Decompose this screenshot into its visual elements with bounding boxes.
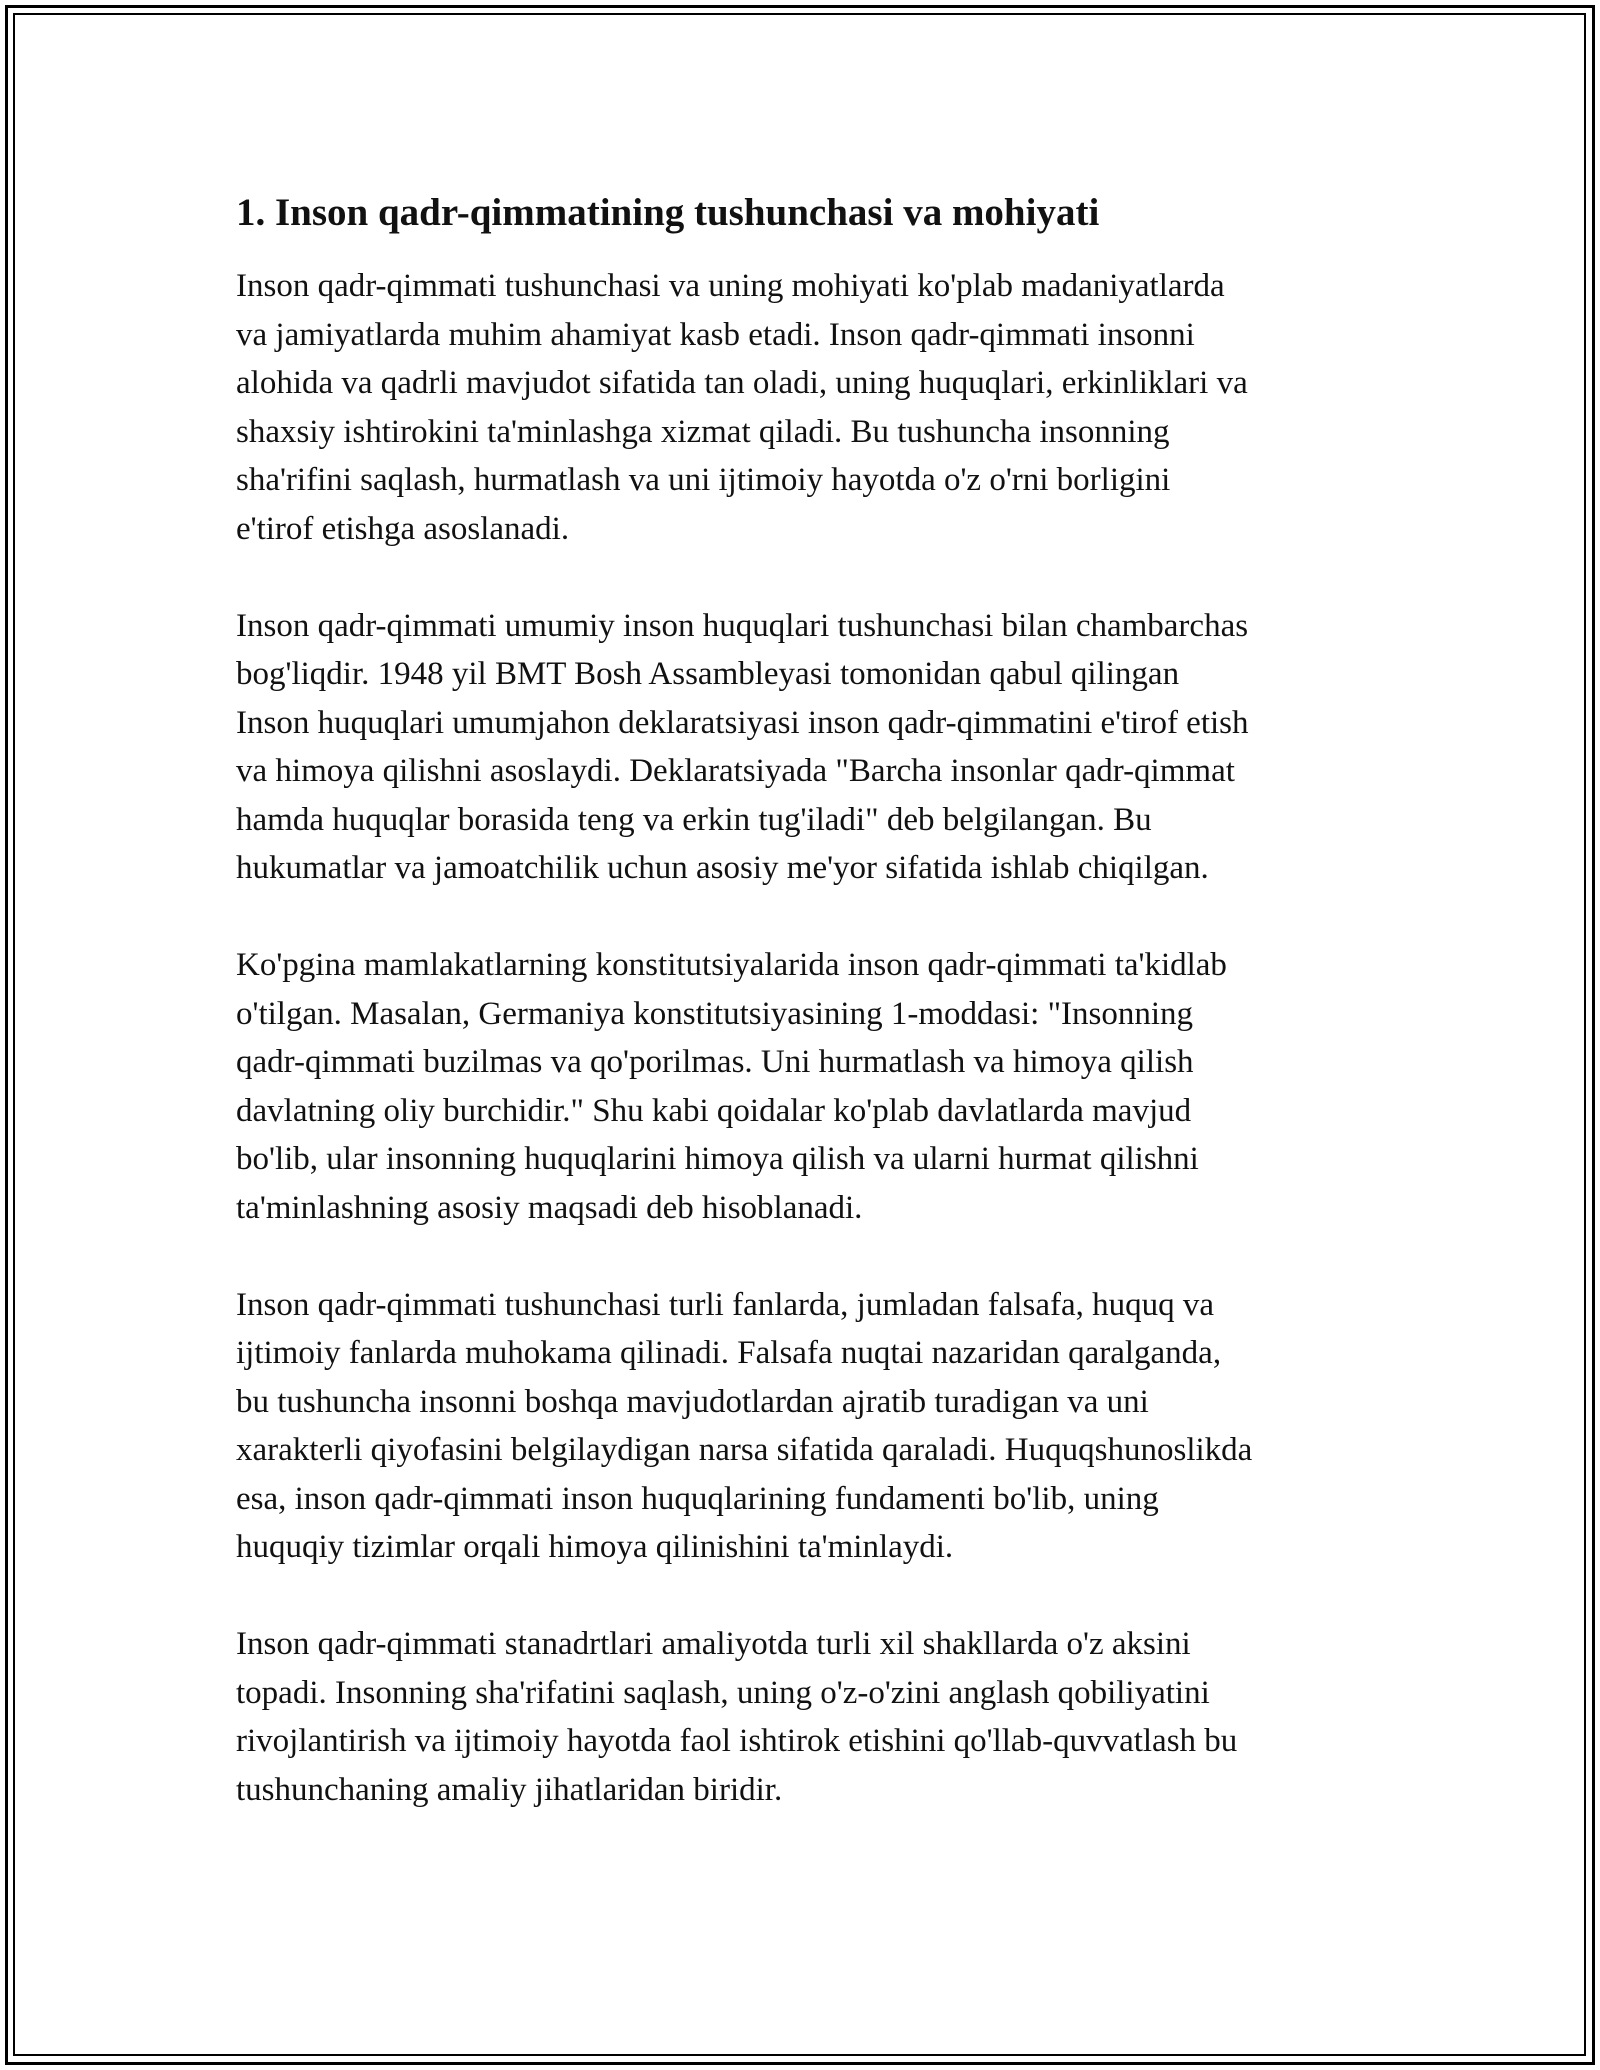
paragraph-line: huquqiy tizimlar orqali himoya qilinishini ta'minlaydi.: [236, 1529, 954, 1565]
paragraph-line: davlatning oliy burchidir." Shu kabi qoidalar ko'plab davlatlarda mavjud: [236, 1092, 1192, 1129]
paragraph-line: va jamiyatlarda muhim ahamiyat kasb etadi. Inson qadr-qimmati insonni: [236, 316, 1195, 353]
paragraph-line: Inson qadr-qimmati tushunchasi va uning mohiyati ko'plab madaniyatlarda: [236, 268, 1225, 304]
paragraph-line: shaxsiy ishtirokini ta'minlashga xizmat qiladi. Bu tushuncha insonning: [236, 413, 1170, 450]
paragraph-line: sha'rifini saqlash, hurmatlash va uni ijtimoiy hayotda o'z o'rni borligini: [236, 462, 1171, 498]
paragraph-line: alohida va qadrli mavjudot sifatida tan oladi, uning huquqlari, erkinliklari va: [236, 365, 1248, 401]
paragraph-line: hamda huquqlar borasida teng va erkin tug'iladi" deb belgilangan. Bu: [236, 801, 1152, 838]
paragraph-line: Inson qadr-qimmati umumiy inson huquqlari tushunchasi bilan chambarchas: [236, 607, 1249, 644]
paragraph-line: e'tirof etishga asoslanadi.: [236, 510, 570, 547]
paragraph-line: qadr-qimmati buzilmas va qo'porilmas. Uni hurmatlash va himoya qilish: [236, 1044, 1194, 1080]
paragraph-line: Ko'pgina mamlakatlarning konstitutsiyalarida inson qadr-qimmati ta'kidlab: [236, 947, 1227, 983]
paragraph-line: va himoya qilishni asoslaydi. Deklaratsiyada "Barcha insonlar qadr-qimmat: [236, 753, 1235, 789]
paragraph-line: xarakterli qiyofasini belgilaydigan narsa sifatida qaraladi. Huquqshunoslikda: [236, 1432, 1253, 1468]
paragraph-list: [236, 262, 1396, 1814]
paragraph-line: esa, inson qadr-qimmati inson huquqlarining fundamenti bo'lib, uning: [236, 1480, 1159, 1517]
paragraph-line: Inson qadr-qimmati stanadrtlari amaliyotda turli xil shakllarda o'z aksini: [236, 1626, 1191, 1662]
paragraph: [236, 941, 1396, 1232]
paragraph-line: bog'liqdir. 1948 yil BMT Bosh Assambleyasi tomonidan qabul qilingan: [236, 656, 1180, 692]
paragraph: [236, 602, 1396, 893]
paragraph-line: ta'minlashning asosiy maqsadi deb hisoblanadi.: [236, 1189, 863, 1226]
paragraph-line: rivojlantirish va ijtimoiy hayotda faol ishtirok etishini qo'llab-quvvatlash bu: [236, 1723, 1238, 1759]
paragraph-line: hukumatlar va jamoatchilik uchun asosiy me'yor sifatida ishlab chiqilgan.: [236, 850, 1209, 886]
paragraph-line: topadi. Insonning sha'rifatini saqlash, uning o'z-o'zini anglash qobiliyatini: [236, 1674, 1210, 1711]
paragraph-line: tushunchaning amaliy jihatlaridan biridir.: [236, 1771, 783, 1808]
paragraph-line: ijtimoiy fanlarda muhokama qilinadi. Falsafa nuqtai nazaridan qaralganda,: [236, 1335, 1222, 1371]
paragraph: [236, 262, 1396, 553]
paragraph: [236, 1281, 1396, 1572]
section-heading: 1. Inson qadr-qimmatining tushunchasi va mohiyati: [236, 191, 1100, 234]
document-body: [236, 185, 1396, 1863]
paragraph-line: o'tilgan. Masalan, Germaniya konstitutsiyasining 1-moddasi: "Insonning: [236, 995, 1194, 1032]
paragraph-line: Inson qadr-qimmati tushunchasi turli fanlarda, jumladan falsafa, huquq va: [236, 1286, 1215, 1323]
paragraph-line: bo'lib, ular insonning huquqlarini himoya qilish va ularni hurmat qilishni: [236, 1141, 1199, 1177]
paragraph: [236, 1620, 1396, 1814]
paragraph-line: Inson huquqlari umumjahon deklaratsiyasi inson qadr-qimmatini e'tirof etish: [236, 704, 1249, 741]
paragraph-line: bu tushuncha insonni boshqa mavjudotlardan ajratib turadigan va uni: [236, 1383, 1149, 1420]
